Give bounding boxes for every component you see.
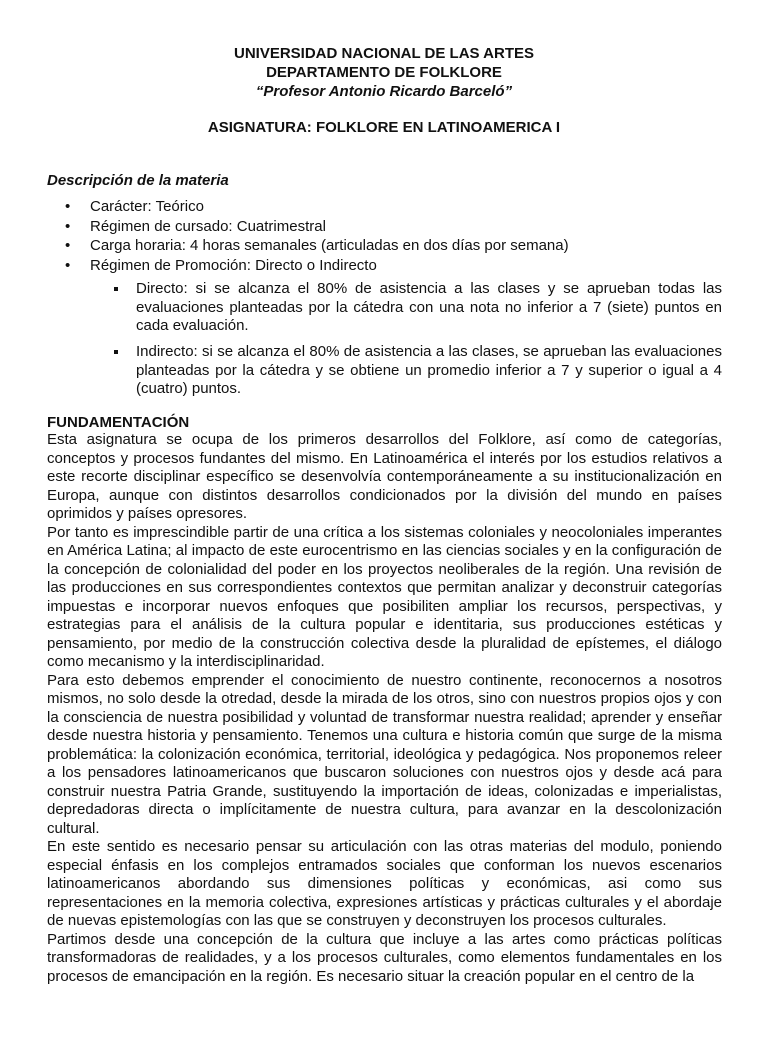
fundamentacion-body <box>47 431 722 1051</box>
list-item: • Carácter: Teórico <box>63 197 569 217</box>
department-name: DEPARTAMENTO DE FOLKLORE <box>266 64 502 81</box>
description-heading: Descripción de la materia <box>47 172 229 189</box>
university-name: UNIVERSIDAD NACIONAL DE LAS ARTES <box>233 45 535 62</box>
list-item: • Régimen de cursado: Cuatrimestral <box>63 217 569 237</box>
document-header <box>0 44 768 101</box>
list-item: • Régimen de Promoción: Directo o Indirecto <box>63 256 569 276</box>
paragraph: En este sentido es necesario pensar su articulación con las otras materias del modulo, poniendo especial énfasis en los complejos entramados sociales que conforman los nuevos escenarios latinoamericanos abordando sus dimensiones políticas y económicas, asi como sus representaciones en la memoria colectiva, expresiones artísticas y prácticas culturales y el abordaje de nuevas epistemologías con las que se construyen y deconstruyen los procesos culturales. <box>47 838 722 929</box>
description-list <box>63 197 569 275</box>
promotion-sublist-direct <box>114 280 722 336</box>
sublist-item-indirect: Indirecto: si se alcanza el 80% de asistencia a las clases, se aprueban las evaluaciones planteadas por la cátedra y se obtiene un promedio inferior a 7 y superior o igual a 4 (cuatro) puntos. <box>114 343 722 399</box>
paragraph: Esta asignatura se ocupa de los primeros desarrollos del Folklore, así como de categorías, conceptos y procesos fundantes del mismo. En Latinoamérica el interés por los estudios relativos a este recorte disciplinar específico se desenvolvía contemporáneamente a su institucionalización en Europa, aunque con distintos desarrollos condicionados por la división del mundo en países oprimidos y países opresores. <box>47 431 722 522</box>
paragraph: Para esto debemos emprender el conocimiento de nuestro continente, reconocernos a nosotros mismos, no solo desde la otredad, desde la mirada de los otros, sino con nuestros propios ojos y con la consciencia de nuestra posibilidad y voluntad de transformar nuestra realidad; aprender y enseñar desde nuestra historia y pensamiento. Tenemos una cultura e historia común que surge de la misma problemática: la colonización económica, territorial, ideológica y pedagógica. Nos proponemos releer a los pensadores latinoamericanos que buscaron soluciones con nuestros ojos y desde acá para construir nuestra Patria Grande, sustituyendo la importación de ideas, colonizadas e imperialistas, depredadoras directa o implícitamente de nuestra cultura, para avanzar en la descolonización cultural. <box>47 671 722 837</box>
department-honoree: “Profesor Antonio Ricardo Barceló” <box>255 83 513 100</box>
sublist-item-direct: Directo: si se alcanza el 80% de asistencia a las clases y se aprueban todas las evaluaciones planteadas por la cátedra con una nota no inferior a 7 (siete) puntos en cada evaluación. <box>114 280 722 336</box>
list-item: • Carga horaria: 4 horas semanales (articuladas en dos días por semana) <box>63 236 569 256</box>
paragraph: Partimos desde una concepción de la cultura que incluye a las artes como prácticas políticas transformadoras de realidades, y a los procesos culturales, como elementos fundamentales en los procesos de emancipación en la región. Es necesario situar la creación popular en el centro de la <box>47 930 722 985</box>
promotion-sublist-indirect <box>114 343 722 399</box>
fundamentacion-heading: FUNDAMENTACIÓN <box>47 414 190 431</box>
subject-title: ASIGNATURA: FOLKLORE EN LATINOAMERICA I <box>207 119 561 136</box>
paragraph: Por tanto es imprescindible partir de una crítica a los sistemas coloniales y neocoloniales imperantes en América Latina; al impacto de este eurocentrismo en las ciencias sociales y en la configuración de la concepción de colonialidad del poder en los proyectos neoliberales de la región. Una revisión de las producciones en sus correspondientes contextos que permitan analizar y deconstruir categorías impuestas e incorporar nuevos enfoques que posibiliten ampliar los recursos, perspectivas, y estrategias para el análisis de la cultura popular e identitaria, sus producciones estéticas y pensamiento, por medio de la construcción colectiva desde la pluralidad de epístemes, el diálogo como mecanismo y la interdisciplinaridad. <box>47 523 722 670</box>
